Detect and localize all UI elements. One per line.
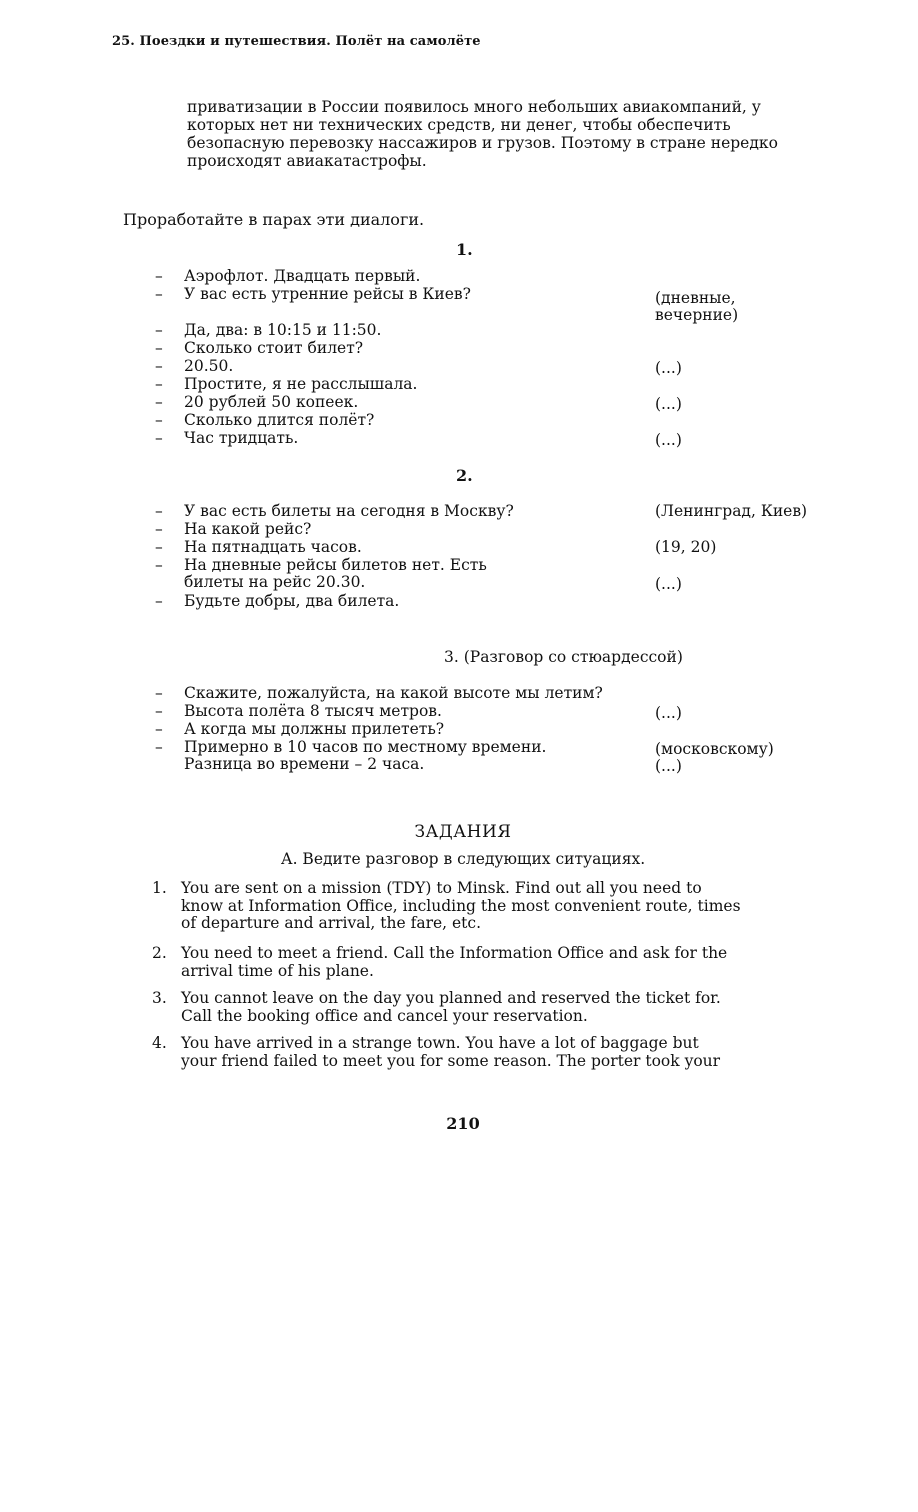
dialog-line: На дневные рейсы билетов нет. Есть bbox=[184, 556, 487, 574]
dash: – bbox=[155, 738, 163, 756]
dash: – bbox=[155, 357, 163, 375]
task-number: 4. bbox=[152, 1034, 167, 1052]
instruction: Проработайте в парах эти диалоги. bbox=[123, 210, 425, 229]
substitution-note: (Ленинград, Киев) bbox=[655, 502, 808, 520]
task-line: You cannot leave on the day you planned and reserved the ticket for. bbox=[181, 989, 721, 1007]
dialog-line: На какой рейс? bbox=[184, 520, 312, 538]
dialog-line: А когда мы должны прилететь? bbox=[184, 720, 445, 738]
dialog-line: Да, два: в 10:15 и 11:50. bbox=[184, 321, 382, 339]
dialog-line: Час тридцать. bbox=[184, 429, 299, 447]
dash: – bbox=[155, 502, 163, 520]
dialog-line: У вас есть утренние рейсы в Киев? bbox=[184, 285, 471, 303]
task-line: your friend failed to meet you for some reason. The porter took your bbox=[181, 1051, 721, 1070]
substitution-note: (...) bbox=[655, 395, 682, 413]
task-item bbox=[152, 1035, 812, 1070]
task-line: You need to meet a friend. Call the Information Office and ask for the bbox=[181, 944, 728, 962]
task-line: You are sent on a mission (TDY) to Minsk. Find out all you need to bbox=[181, 879, 702, 897]
dialog-line: Аэрофлот. Двадцать первый. bbox=[184, 267, 421, 285]
task-line: of departure and arrival, the fare, etc. bbox=[181, 914, 482, 932]
intro-line: безопасную перевозку нассажиров и грузов. Поэтому в стране нередко bbox=[187, 134, 778, 152]
dialog-line: Сколько длится полёт? bbox=[184, 411, 375, 429]
substitution-note: (...) bbox=[655, 431, 682, 449]
intro-line: происходят авиакатастрофы. bbox=[187, 152, 427, 170]
dash: – bbox=[155, 556, 163, 574]
dash: – bbox=[155, 285, 163, 303]
dialog-2-number: 2. bbox=[456, 466, 473, 485]
dialog-line: Будьте добры, два билета. bbox=[184, 592, 400, 610]
substitution-note: (...) bbox=[655, 704, 682, 722]
tasks-subtitle: А. Ведите разговор в следующих ситуациях. bbox=[280, 850, 646, 868]
dash: – bbox=[155, 393, 163, 411]
dialog-line: 20 рублей 50 копеек. bbox=[184, 393, 359, 411]
task-number: 3. bbox=[152, 989, 167, 1007]
dialog-line: Скажите, пожалуйста, на какой высоте мы летим? bbox=[184, 684, 603, 702]
dash: – bbox=[155, 375, 163, 393]
dash: – bbox=[155, 520, 163, 538]
dialog-line: Простите, я не расслышала. bbox=[184, 375, 418, 393]
task-item bbox=[152, 990, 812, 1025]
page-number: 210 bbox=[446, 1114, 480, 1133]
dialog-3-number: 3. (Разговор со стюардессой) bbox=[444, 648, 683, 666]
tasks-title: ЗАДАНИЯ bbox=[414, 822, 512, 842]
dash: – bbox=[155, 684, 163, 702]
intro-line: которых нет ни технических средств, ни денег, чтобы обеспечить bbox=[187, 116, 731, 134]
dialog-line: билеты на рейс 20.30. bbox=[184, 573, 366, 591]
task-item bbox=[152, 880, 812, 933]
dialog-line: Высота полёта 8 тысяч метров. bbox=[184, 702, 442, 720]
intro-line: приватизации в России появилось много небольших авиакомпаний, у bbox=[187, 98, 761, 116]
dialog-line: Разница во времени – 2 часа. bbox=[184, 755, 425, 773]
intro-paragraph bbox=[187, 98, 827, 170]
task-line: know at Information Office, including the most convenient route, times bbox=[181, 896, 741, 915]
dash: – bbox=[155, 592, 163, 610]
task-line: Call the booking office and cancel your reservation. bbox=[181, 1006, 588, 1025]
dash: – bbox=[155, 720, 163, 738]
dash: – bbox=[155, 411, 163, 429]
dialog-line: 20.50. bbox=[184, 357, 234, 375]
substitution-note: (...) bbox=[655, 359, 682, 377]
dash: – bbox=[155, 267, 163, 285]
dialog-line: У вас есть билеты на сегодня в Москву? bbox=[184, 502, 514, 520]
dialog-1-number: 1. bbox=[456, 240, 473, 259]
dialog-line: Сколько стоит билет? bbox=[184, 339, 364, 357]
substitution-note: вечерние) bbox=[655, 306, 739, 324]
substitution-note: (...) bbox=[655, 757, 682, 775]
dash: – bbox=[155, 321, 163, 339]
substitution-note: (московскому) bbox=[655, 740, 774, 758]
dash: – bbox=[155, 429, 163, 447]
running-header: 25. Поездки и путешествия. Полёт на самолёте bbox=[112, 34, 481, 49]
dash: – bbox=[155, 702, 163, 720]
task-item bbox=[152, 945, 812, 980]
task-line: You have arrived in a strange town. You have a lot of baggage but bbox=[181, 1034, 699, 1052]
substitution-note: (дневные, bbox=[655, 289, 736, 307]
dialog-line: На пятнадцать часов. bbox=[184, 538, 362, 556]
dialog-line: Примерно в 10 часов по местному времени. bbox=[184, 738, 547, 756]
dash: – bbox=[155, 339, 163, 357]
substitution-note: (19, 20) bbox=[655, 538, 717, 556]
substitution-note: (...) bbox=[655, 575, 682, 593]
task-number: 2. bbox=[152, 944, 167, 962]
task-line: arrival time of his plane. bbox=[181, 961, 374, 980]
task-number: 1. bbox=[152, 879, 167, 897]
dash: – bbox=[155, 538, 163, 556]
